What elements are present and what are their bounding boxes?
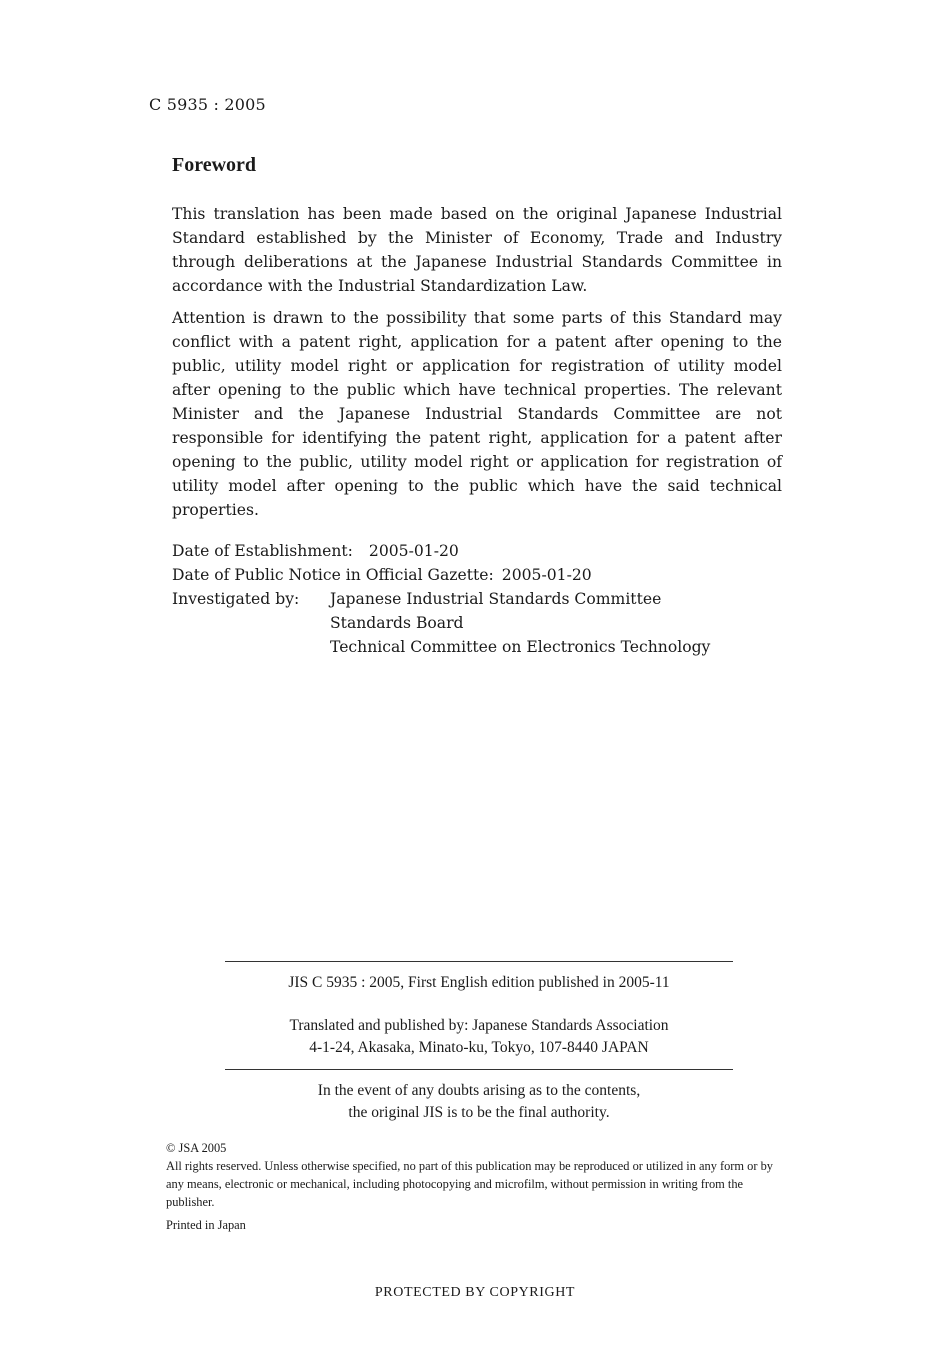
printed-in: Printed in Japan: [166, 1218, 246, 1232]
establishment-label: Date of Establishment:: [172, 542, 353, 560]
establishment-row: [172, 539, 710, 563]
foreword-paragraph-2: [172, 306, 782, 522]
copyright-block: [166, 1139, 786, 1211]
edition-line: JIS C 5935 : 2005, First English edition published in 2005-11: [288, 974, 670, 991]
establishment-value: 2005-01-20: [368, 542, 459, 560]
authority-block: [225, 1080, 733, 1124]
investigated-label: Investigated by:: [172, 590, 300, 608]
copyright-notice: © JSA 2005: [166, 1141, 227, 1155]
foreword-paragraph-2-text: Attention is drawn to the possibility that some parts of this Standard may conflict with a patent right, application for a patent after opening to the public, utility model right or application for registration of utility model after opening to the public which have technical properties. The relevant Minister and the Japanese Industrial Standards Committee are not responsible for identifying the patent right, application for a patent after opening to the public, utility model right or application for registration of utility model after opening to the public which have the said technical properties.: [172, 309, 782, 519]
protected-footer: PROTECTED BY COPYRIGHT: [374, 1285, 576, 1300]
divider-top: [225, 961, 733, 962]
standard-number: C 5935 : 2005: [149, 95, 266, 114]
authority-line-2: the original JIS is to be the final authority.: [348, 1104, 610, 1121]
publisher-block: [225, 1015, 733, 1059]
investigated-row: [172, 587, 710, 659]
investigated-item: Japanese Industrial Standards Committee: [330, 590, 662, 608]
gazette-label: Date of Public Notice in Official Gazette:: [172, 566, 494, 584]
dates-block: [172, 539, 710, 659]
foreword-paragraph-1: [172, 202, 782, 298]
gazette-value: 2005-01-20: [501, 566, 592, 584]
investigated-item: Standards Board: [330, 614, 464, 632]
publisher-line: Translated and published by: Japanese Standards Association: [289, 1017, 669, 1034]
foreword-paragraph-1-text: This translation has been made based on the original Japanese Industrial Standard established by the Minister of Economy, Trade and Industry through deliberations at the Japanese Industrial Standards Committee in accordance with the Industrial Standardization Law.: [172, 205, 782, 295]
authority-line-1: In the event of any doubts arising as to the contents,: [317, 1082, 641, 1099]
gazette-row: [172, 563, 710, 587]
foreword-title: Foreword: [172, 154, 257, 176]
investigated-list: [330, 587, 710, 659]
divider-bottom: [225, 1069, 733, 1070]
publisher-address: 4-1-24, Akasaka, Minato-ku, Tokyo, 107-8440 JAPAN: [309, 1039, 649, 1056]
investigated-item: Technical Committee on Electronics Technology: [330, 638, 711, 656]
rights-statement: All rights reserved. Unless otherwise specified, no part of this publication may be reproduced or utilized in any form or by any means, electronic or mechanical, including photocopying and microfilm, without permission in writing from the publisher.: [166, 1159, 773, 1209]
